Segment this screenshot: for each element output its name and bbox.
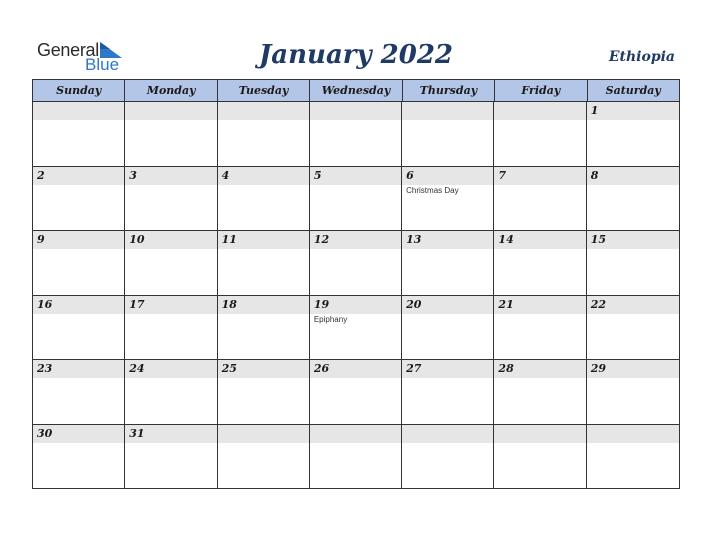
day-cell [494, 296, 586, 361]
day-number: 21 [498, 297, 514, 311]
day-number: 31 [129, 426, 145, 440]
weekday-saturday: Saturday [605, 84, 661, 97]
day-number-band [33, 296, 124, 314]
day-number-band [494, 425, 585, 443]
day-number-band [33, 360, 124, 378]
day-cell [33, 296, 125, 361]
day-cell [218, 360, 310, 425]
day-number-band [310, 360, 401, 378]
day-cell [494, 167, 586, 232]
day-number-band [587, 231, 679, 249]
holiday-label: Christmas Day [406, 185, 459, 195]
day-number-band [402, 231, 493, 249]
day-number: 10 [129, 233, 145, 246]
day-number: 4 [221, 168, 230, 182]
day-number: 30 [37, 426, 53, 440]
day-number: 8 [590, 168, 599, 182]
day-number: 7 [498, 168, 507, 182]
day-number: 15 [590, 233, 607, 246]
day-number: 5 [313, 168, 322, 182]
day-number: 2 [37, 168, 45, 182]
day-number: 28 [498, 362, 514, 375]
day-number: 19 [313, 297, 330, 311]
calendar-grid [32, 79, 680, 489]
day-number-band [218, 296, 309, 314]
day-number: 6 [406, 168, 414, 182]
day-number: 23 [37, 362, 53, 375]
day-number: 9 [37, 233, 45, 246]
day-number: 18 [221, 297, 237, 311]
weekday-tuesday: Tuesday [218, 80, 310, 101]
day-number-band [494, 231, 585, 249]
day-number-band [494, 102, 585, 120]
day-cell [402, 167, 494, 232]
day-number: 11 [221, 233, 237, 246]
day-number-band [125, 231, 216, 249]
day-cell [33, 231, 125, 296]
day-number-band [402, 425, 493, 443]
day-number-band [33, 425, 124, 443]
day-number-band [310, 425, 401, 443]
day-cell [310, 102, 402, 167]
day-cell [218, 167, 310, 232]
day-cell [310, 231, 402, 296]
day-cell [494, 102, 586, 167]
day-number: 20 [406, 297, 422, 311]
day-number-band [494, 360, 585, 378]
day-cell [494, 360, 586, 425]
day-cell [310, 425, 402, 490]
day-number: 25 [221, 362, 237, 375]
day-number-band [125, 167, 216, 185]
day-cell [218, 425, 310, 490]
day-cell [310, 296, 402, 361]
day-cell [218, 296, 310, 361]
day-number-band [310, 231, 401, 249]
day-number-band [218, 425, 309, 443]
day-cell [33, 167, 125, 232]
weekday-thursday: Thursday [403, 80, 495, 101]
day-number: 22 [590, 297, 607, 311]
day-number-band [587, 102, 679, 120]
country-label: Ethiopia [608, 49, 675, 65]
day-number-band [402, 167, 493, 185]
weekday-monday: Monday [125, 80, 217, 101]
weekday-sunday: Sunday [33, 80, 125, 101]
day-cell [587, 231, 679, 296]
day-cell [33, 360, 125, 425]
day-cell [587, 296, 679, 361]
day-cell [218, 231, 310, 296]
day-number-band [310, 167, 401, 185]
day-number-band [218, 231, 309, 249]
day-number-band [402, 296, 493, 314]
days-grid [33, 102, 679, 489]
day-number: 14 [498, 233, 514, 246]
day-number-band [402, 102, 493, 120]
day-number-band [494, 167, 585, 185]
day-cell [402, 296, 494, 361]
weekday-friday: Friday [495, 80, 587, 101]
day-number: 1 [590, 104, 599, 117]
day-number-band [125, 296, 216, 314]
day-cell [587, 102, 679, 167]
calendar-title: January 2022 [258, 40, 454, 70]
day-cell [125, 425, 217, 490]
day-number-band [125, 425, 216, 443]
day-cell [402, 102, 494, 167]
day-cell [310, 167, 402, 232]
day-cell [125, 231, 217, 296]
day-cell [587, 425, 679, 490]
day-cell [402, 425, 494, 490]
day-number: 13 [406, 233, 422, 246]
day-cell [310, 360, 402, 425]
day-cell [494, 425, 586, 490]
day-number-band [33, 167, 124, 185]
weekday-header-row [33, 80, 679, 102]
day-cell [125, 167, 217, 232]
day-number: 24 [129, 362, 145, 375]
day-number-band [218, 360, 309, 378]
day-number: 17 [129, 297, 145, 311]
holiday-label: Epiphany [313, 314, 348, 324]
day-number-band [125, 102, 216, 120]
day-number-band [587, 296, 679, 314]
day-number-band [125, 360, 216, 378]
logo-blue-text: Blue [85, 55, 120, 74]
day-cell [402, 360, 494, 425]
day-cell [33, 425, 125, 490]
day-cell [33, 102, 125, 167]
day-number-band [218, 102, 309, 120]
day-number-band [310, 102, 401, 120]
day-number: 12 [313, 233, 330, 246]
day-number-band [33, 231, 124, 249]
day-cell [402, 231, 494, 296]
day-number: 29 [590, 362, 607, 375]
day-cell [587, 167, 679, 232]
day-number-band [218, 167, 309, 185]
day-cell [125, 296, 217, 361]
day-cell [125, 102, 217, 167]
day-number-band [587, 425, 679, 443]
day-number-band [310, 296, 401, 314]
logo-general-text: General [37, 40, 99, 60]
day-cell [494, 231, 586, 296]
day-number-band [587, 167, 679, 185]
day-number-band [402, 360, 493, 378]
day-cell [218, 102, 310, 167]
day-number-band [587, 360, 679, 378]
day-number-band [494, 296, 585, 314]
day-cell [125, 360, 217, 425]
day-number: 3 [129, 168, 137, 182]
day-cell [587, 360, 679, 425]
day-number: 27 [406, 362, 422, 375]
day-number: 26 [313, 362, 330, 375]
weekday-wednesday: Wednesday [310, 80, 402, 101]
day-number-band [33, 102, 124, 120]
day-number: 16 [37, 297, 53, 311]
